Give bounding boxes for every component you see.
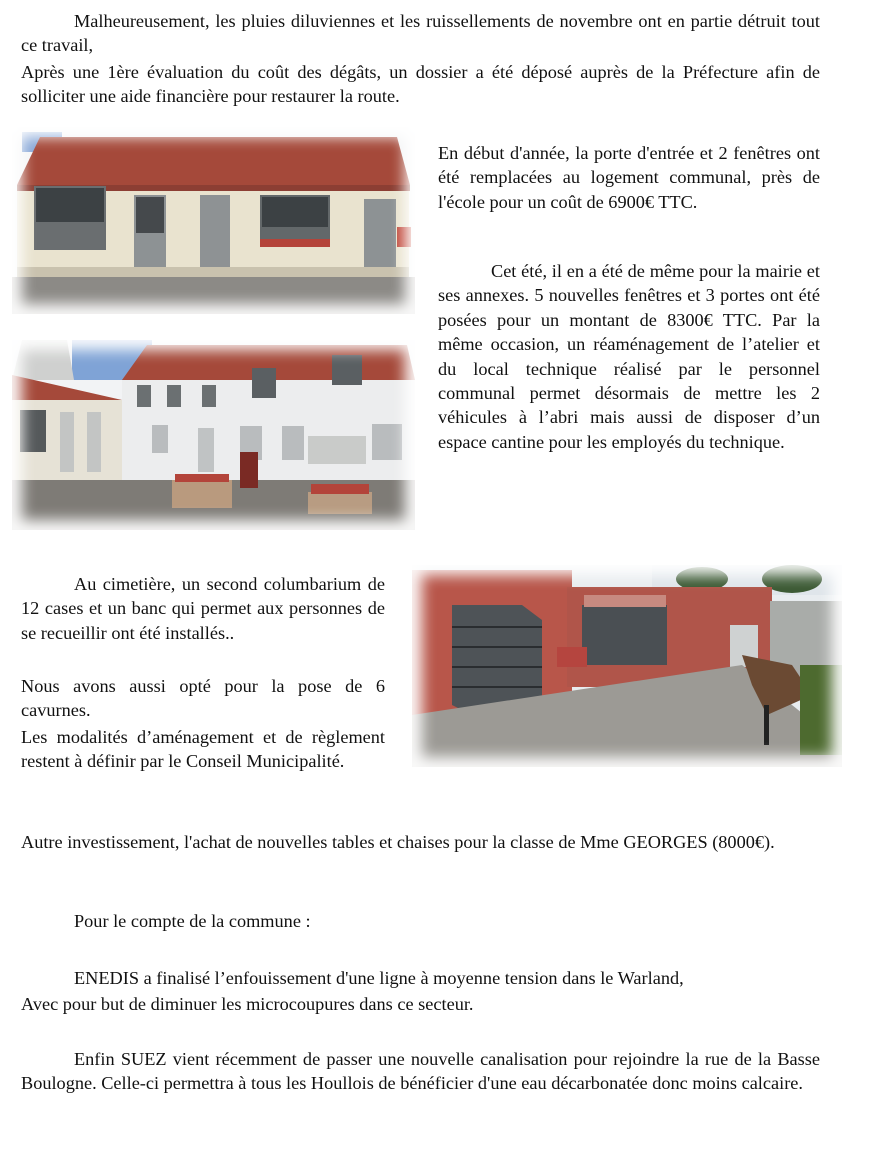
photo-town-hall bbox=[12, 340, 415, 530]
paragraph-cavurnes: Nous avons aussi opté pour la pose de 6 cavurnes. bbox=[21, 676, 385, 721]
paragraph-prefecture-file: Après une 1ère évaluation du coût des dégâts, un dossier a été déposé auprès de la Préfecture afin de solliciter une aide financière pour restaurer la route. bbox=[21, 62, 820, 107]
paragraph-town-hall-works: Cet été, il en a été de même pour la mairie et ses annexes. 5 nouvelles fenêtres et 3 portes ont été posées pour un montant de 8300€ TTC. Par la même occasion, un réaménagement de l’atelier et du local technique réalisé par le personnel communal permet désormais de mettre les 2 véhicules à l’abri mais aussi de disposer d’un espace cantine pour les employés du technique. bbox=[438, 261, 820, 452]
paragraph-housing-windows: En début d'année, la porte d'entrée et 2 fenêtres ont été remplacées au logement communal, près de l'école pour un coût de 6900€ TTC. bbox=[438, 143, 820, 212]
paragraph-cemetery-rules: Les modalités d’aménagement et de règlement restent à définir par le Conseil Municipalité. bbox=[21, 727, 385, 772]
paragraph-cemetery-columbarium: Au cimetière, un second columbarium de 12 cases et un banc qui permet aux personnes de se recueillir ont été installés.. bbox=[21, 574, 385, 643]
paragraph-enedis-line: ENEDIS a finalisé l’enfouissement d'une ligne à moyenne tension dans le Warland, bbox=[74, 968, 684, 988]
paragraph-suez-pipe: Enfin SUEZ vient récemment de passer une nouvelle canalisation pour rejoindre la rue de la Basse Boulogne. Celle-ci permettra à tous les Houllois de bénéficier d'une eau décarbonatée donc moins calcaire. bbox=[21, 1049, 820, 1094]
photo-communal-housing bbox=[12, 127, 415, 314]
paragraph-school-furniture: Autre investissement, l'achat de nouvelles tables et chaises pour la classe de Mme GEORGES (8000€). bbox=[21, 832, 775, 852]
paragraph-flood-damage: Malheureusement, les pluies diluviennes et les ruissellements de novembre ont en partie détruit tout ce travail, bbox=[21, 11, 820, 56]
paragraph-microcuts: Avec pour but de diminuer les microcoupures dans ce secteur. bbox=[21, 994, 474, 1014]
paragraph-commune-account: Pour le compte de la commune : bbox=[74, 911, 311, 931]
photo-cemetery-columbarium bbox=[412, 565, 842, 767]
